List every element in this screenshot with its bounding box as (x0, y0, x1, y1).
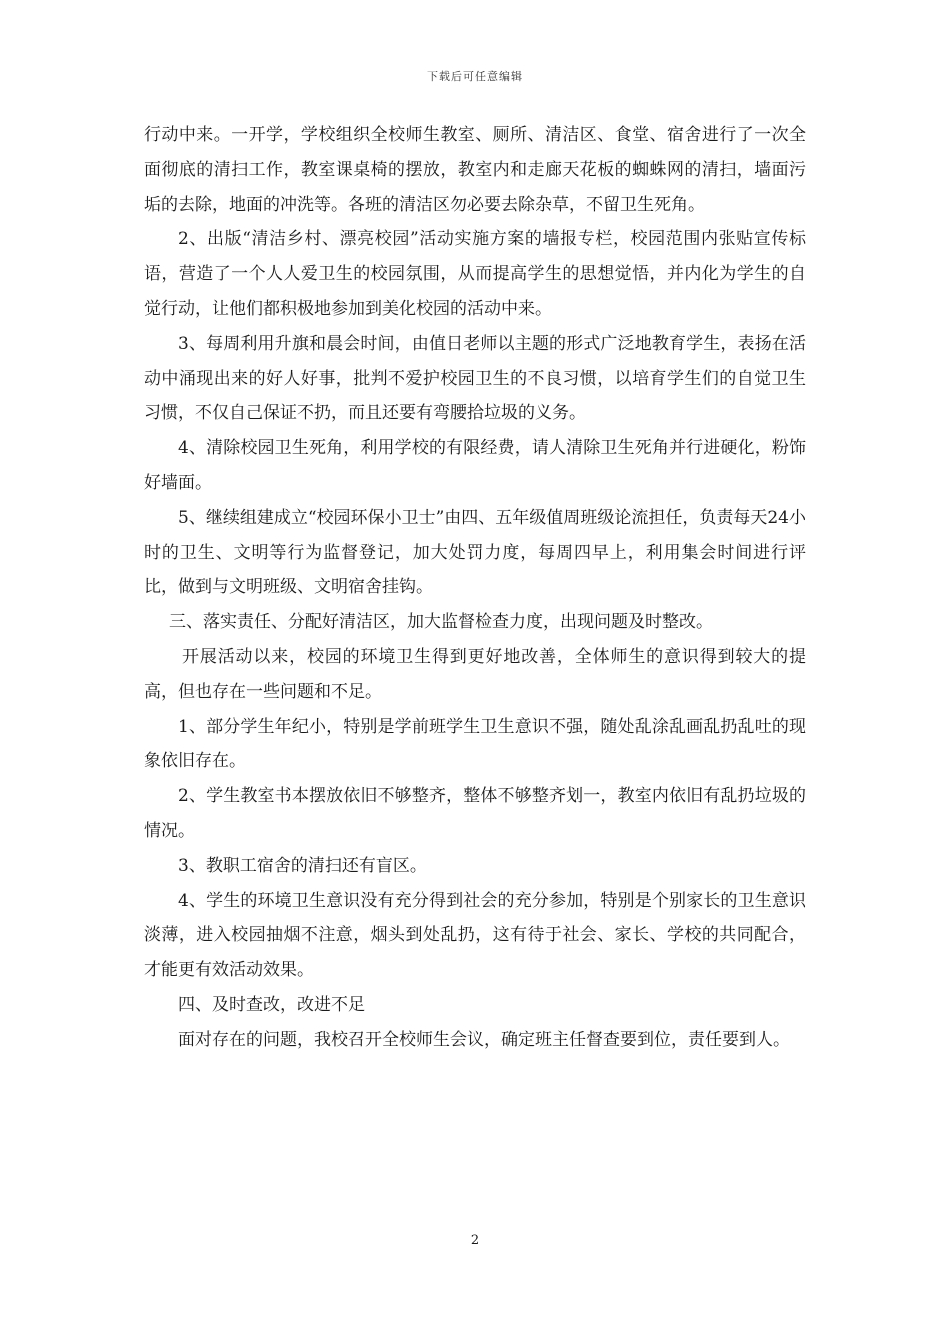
paragraph-item-4: 4、清除校园卫生死角，利用学校的有限经费，请人清除卫生死角并行进硬化，粉饰好墙面。 (144, 438, 806, 493)
paragraph-problem-3: 3、教职工宿舍的清扫还有盲区。 (178, 855, 427, 876)
paragraph-summary: 开展活动以来，校园的环境卫生得到更好地改善，全体师生的意识得到较大的提高，但也存在一些问题和不足。 (144, 646, 806, 702)
section-heading-4: 四、及时查改，改进不足 (178, 994, 365, 1015)
document-body (144, 118, 806, 1058)
paragraph-continuation: 行动中来。一开学，学校组织全校师生教室、厕所、清洁区、食堂、宿舍进行了一次全面彻底的清扫工作，教室课桌椅的摆放，教室内和走廊天花板的蜘蛛网的清扫，墙面污垢的去除，地面的冲洗等。各班的清洁区勿必要去除杂草，不留卫生死角。 (144, 125, 806, 215)
paragraph-problem-1: 1、部分学生年纪小，特别是学前班学生卫生意识不强，随处乱涂乱画乱扔乱吐的现象依旧存在。 (144, 716, 806, 772)
paragraph-item-5: 5、继续组建成立“校园环保小卫士”由四、五年级值周班级论流担任，负责每天24小时的卫生、文明等行为监督登记，加大处罚力度，每周四早上，利用集会时间进行评比，做到与文明班级、文明宿舍挂钩。 (144, 507, 806, 598)
page-number: 2 (470, 1233, 480, 1248)
paragraph-response: 面对存在的问题，我校召开全校师生会议，确定班主任督查要到位，责任要到人。 (178, 1029, 790, 1050)
section-heading-3: 三、落实责任、分配好清洁区，加大监督检查力度，出现问题及时整改。 (169, 612, 713, 633)
paragraph-item-3: 3、每周利用升旗和晨会时间，由值日老师以主题的形式广泛地教育学生，表扬在活动中涌现出来的好人好事，批判不爱护校园卫生的不良习惯，以培育学生们的自觉卫生习惯，不仅自己保证不扔，而且还要有弯腰拾垃圾的义务。 (144, 333, 806, 424)
page-header: 下载后可任意编辑 (427, 70, 523, 83)
paragraph-problem-2: 2、学生教室书本摆放依旧不够整齐，整体不够整齐划一，教室内依旧有乱扔垃圾的情况。 (144, 786, 806, 841)
paragraph-problem-4: 4、学生的环境卫生意识没有充分得到社会的充分参加，特别是个别家长的卫生意识淡薄，进入校园抽烟不注意，烟头到处乱扔，这有待于社会、家长、学校的共同配合，才能更有效活动效果。 (144, 890, 806, 981)
paragraph-item-2: 2、出版“清洁乡村、漂亮校园”活动实施方案的墙报专栏，校园范围内张贴宣传标语，营造了一个人人爱卫生的校园氛围，从而提高学生的思想觉悟，并内化为学生的自觉行动，让他们都积极地参加到美化校园的活动中来。 (144, 229, 806, 319)
